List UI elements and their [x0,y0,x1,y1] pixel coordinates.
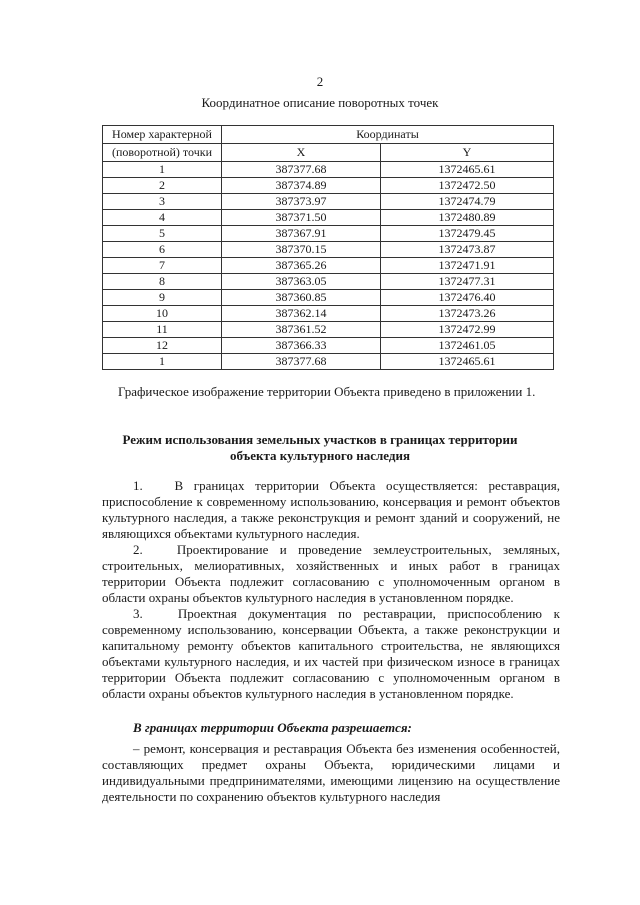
y-coordinate-cell: 1372474.79 [381,194,554,210]
table-row [103,322,554,338]
point-number-cell: 7 [103,258,222,274]
header-x: X [222,144,381,162]
y-coordinate-cell: 1372461.05 [381,338,554,354]
x-coordinate-cell: 387371.50 [222,210,381,226]
paragraph-3 [102,606,560,702]
table-row [103,210,554,226]
allowed-subheading: В границах территории Объекта разрешается: [133,720,412,735]
x-coordinate-cell: 387377.68 [222,162,381,178]
point-number-cell: 9 [103,290,222,306]
header-coordinates: Координаты [222,126,554,144]
y-coordinate-cell: 1372473.26 [381,306,554,322]
allowed-list-item-text: – ремонт, консервация и реставрация Объекта без изменения особенностей, составляющих предмет охраны Объекта, юридическими лицами и индивидуальными предпринимателями, имеющими лицензию на осуществление деятельности по сохранению объектов культурного наследия [102,741,560,804]
x-coordinate-cell: 387373.97 [222,194,381,210]
point-number-cell: 5 [103,226,222,242]
point-number-cell: 12 [103,338,222,354]
y-coordinate-cell: 1372471.91 [381,258,554,274]
table-row [103,290,554,306]
point-number-cell: 10 [103,306,222,322]
table-row [103,178,554,194]
table-header-row [103,126,554,144]
point-number-cell: 2 [103,178,222,194]
y-coordinate-cell: 1372472.99 [381,322,554,338]
point-number-cell: 4 [103,210,222,226]
header-y: Y [381,144,554,162]
table-row [103,258,554,274]
table-header-row [103,144,554,162]
table-caption: Координатное описание поворотных точек [201,95,439,110]
table-row [103,194,554,210]
allowed-list-item [102,741,560,805]
table-row [103,226,554,242]
point-number-cell: 1 [103,162,222,178]
section-heading-line1: Режим использования земельных участков в границах территории [122,432,518,447]
x-coordinate-cell: 387374.89 [222,178,381,194]
point-number-cell: 1 [103,354,222,370]
x-coordinate-cell: 387360.85 [222,290,381,306]
paragraph-1 [102,478,560,542]
y-coordinate-cell: 1372465.61 [381,354,554,370]
section-heading [0,432,640,464]
table-row [103,306,554,322]
x-coordinate-cell: 387363.05 [222,274,381,290]
y-coordinate-cell: 1372479.45 [381,226,554,242]
x-coordinate-cell: 387370.15 [222,242,381,258]
page-number: 2 [316,74,324,89]
paragraph-2 [102,542,560,606]
header-point-line1: Номер характерной [103,126,222,144]
table-row [103,242,554,258]
y-coordinate-cell: 1372472.50 [381,178,554,194]
x-coordinate-cell: 387365.26 [222,258,381,274]
x-coordinate-cell: 387366.33 [222,338,381,354]
y-coordinate-cell: 1372476.40 [381,290,554,306]
header-point-line2: (поворотной) точки [103,144,222,162]
x-coordinate-cell: 387367.91 [222,226,381,242]
x-coordinate-cell: 387361.52 [222,322,381,338]
x-coordinate-cell: 387362.14 [222,306,381,322]
table-row [103,274,554,290]
appendix-note: Графическое изображение территории Объекта приведено в приложении 1. [118,384,536,399]
point-number-cell: 8 [103,274,222,290]
coordinates-table [102,125,554,370]
point-number-cell: 11 [103,322,222,338]
point-number-cell: 3 [103,194,222,210]
table-row [103,162,554,178]
paragraph-1-text: 1. В границах территории Объекта осуществляется: реставрация, приспособление к современному использованию, консервация и ремонт объектов культурного наследия, а также реконструкция и ремонт зданий и сооружений, не являющихся объектами культурного наследия. [102,478,560,541]
y-coordinate-cell: 1372473.87 [381,242,554,258]
y-coordinate-cell: 1372480.89 [381,210,554,226]
paragraph-2-text: 2. Проектирование и проведение землеустроительных, земляных, строительных, мелиоративных, хозяйственных и иных работ в границах территории Объекта подлежит согласованию с уполномоченным органом в области охраны объектов культурного наследия в установленном порядке. [102,542,560,605]
table-row [103,338,554,354]
paragraph-3-text: 3. Проектная документация по реставрации, приспособлению к современному использованию, консервации Объекта, а также реконструкции и капитальному ремонту объектов капитального строительства, не являющихся объектами культурного наследия, и их частей при физическом износе в границах территории Объекта подлежит согласованию с уполномоченным органом в области охраны объектов культурного наследия в установленном порядке. [102,606,560,701]
table-row [103,354,554,370]
section-heading-line2: объекта культурного наследия [230,448,410,463]
y-coordinate-cell: 1372465.61 [381,162,554,178]
x-coordinate-cell: 387377.68 [222,354,381,370]
point-number-cell: 6 [103,242,222,258]
y-coordinate-cell: 1372477.31 [381,274,554,290]
